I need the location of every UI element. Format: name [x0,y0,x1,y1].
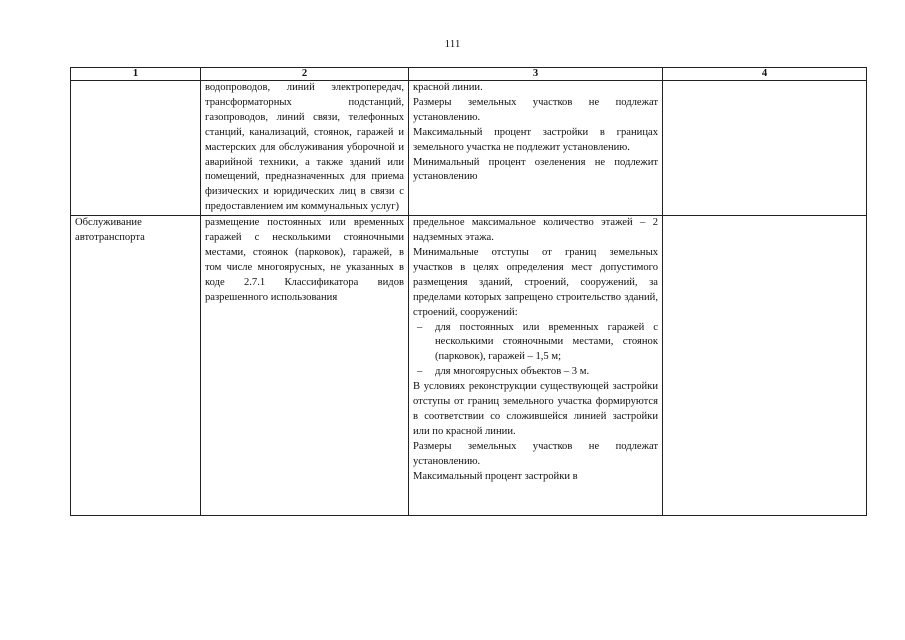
setback-item-text: для постоянных или временных гаражей с несколькими стояночными местами, стоянок (парковок), гаражей – 1,5 м; [435,321,658,363]
row2-use-name: Обслуживание автотранспорта [71,216,201,516]
dash-marker: – [417,321,423,333]
row2-col4 [663,216,867,516]
row1-param-line: красной линии. [413,82,483,93]
header-row [71,68,867,81]
header-col-1: 1 [71,68,201,81]
row1-col4 [663,81,867,216]
page-number: 111 [444,38,461,50]
header-col-2: 2 [201,68,409,81]
row2-param-reconstruction: В условиях реконструкции существующей застройки отступы от границ земельного участка формируются в соответствии со сложившейся линией застройки или по красной линии. [413,381,658,437]
header-col-4: 4 [663,68,867,81]
row2-param-max-coverage: Максимальный процент застройки в [413,470,578,482]
table-row [71,81,867,216]
table-row [71,216,867,516]
row2-param-floors: предельное максимальное количество этажей – 2 надземных этажа. [413,217,658,244]
row1-param-line: Размеры земельных участков не подлежат установлению. [413,96,658,123]
row2-setback-item [413,365,658,380]
setback-item-text: для многоярусных объектов – 3 м. [435,366,590,378]
row1-col1 [71,81,201,216]
dash-marker: – [417,366,423,378]
row2-param-setbacks: Минимальные отступы от границ земельных участков в целях определения мест допустимого размещения зданий, строений, сооружений, за пределами которых запрещено строительство зданий, строений, сооружений: [413,246,658,318]
row1-permitted-use-description: водопроводов, линий электропередач, трансформаторных подстанций, газопроводов, линий связи, телефонных станций, канализаций, стоянок, гаражей и мастерских для обслуживания уборочной и аварийной техники, а также зданий или помещений, предназначенных для приема физических и юридических лиц в связи с предоставлением им коммунальных услуг) [201,81,409,216]
row1-parameters [409,81,663,216]
row1-param-line: Минимальный процент озеленения не подлежит установлению [413,156,658,183]
row2-setback-item [413,321,658,366]
zoning-table [70,67,867,516]
header-col-3: 3 [409,68,663,81]
row2-param-plot-size: Размеры земельных участков не подлежат установлению. [413,440,658,467]
row2-parameters [409,216,663,516]
row1-param-line: Максимальный процент застройки в границах земельного участка не подлежит установлению. [413,126,658,153]
row2-permitted-use-description: размещение постоянных или временных гаражей с несколькими стояночными местами, стоянок (парковок), гаражей, в том числе многоярусных, не указанных в коде 2.7.1 Классификатора видов разрешенного использования [201,216,409,516]
